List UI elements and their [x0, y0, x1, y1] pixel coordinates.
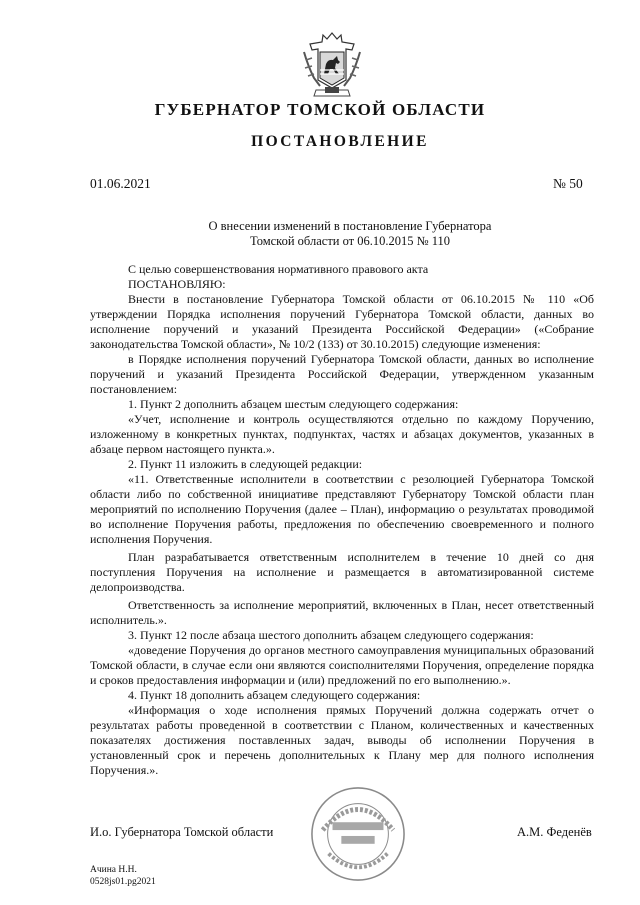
executor-name: Ачина Н.Н. — [90, 865, 137, 875]
signer-position: И.о. Губернатора Томской области — [90, 825, 274, 839]
paragraph: Ответственность за исполнение мероприятий, включенных в План, несет ответственный исполнитель.». — [90, 598, 594, 627]
executor-file: 0528js01.pg2021 — [90, 877, 156, 887]
paragraph: «Учет, исполнение и контроль осуществляются отдельно по каждому Поручению, изложенному в конкретных пунктах, подпунктах, частях и абзацах документов, указанных в абзаце первом настоящего пункта.». — [90, 412, 594, 456]
executor-info — [90, 864, 156, 888]
paragraph: «доведение Поручения до органов местного самоуправления муниципальных образований Томской области, в случае если они являются соисполнителями Поручения, определение порядка и сроков предоставления информации и (или) предложений по его выполнению.». — [90, 643, 594, 687]
document-type: ПОСТАНОВЛЕНИЕ — [251, 133, 429, 150]
paragraph: ПОСТАНОВЛЯЮ: — [128, 277, 226, 291]
paragraph: Внести в постановление Губернатора Томской области от 06.10.2015 № 110 «Об утверждении Порядка исполнения поручений Губернатора Томской области, данных во исполнение поручений и указаний Президента Российской Федерации» («Собрание законодательства Томской области», № 10/2 (133) от 30.10.2015) следующие изменения: — [90, 292, 594, 351]
subject-line: О внесении изменений в постановление Губернатора — [208, 219, 492, 233]
paragraph: 2. Пункт 11 изложить в следующей редакции: — [128, 457, 363, 471]
paragraph: 1. Пункт 2 дополнить абзацем шестым следующего содержания: — [128, 397, 459, 411]
paragraph: План разрабатывается ответственным исполнителем в течение 10 дней со дня поступления Поручения на исполнение и размещается в автоматизированной системе делопроизводства. — [90, 550, 594, 594]
paragraph: 3. Пункт 12 после абзаца шестого дополнить абзацем следующего содержания: — [128, 628, 534, 642]
document-body — [90, 262, 594, 778]
paragraph: «Информация о ходе исполнения прямых Поручений должна содержать отчет о результатах работы проведенной в соответствии с Планом, количественных и качественных показателях достижения поставленных задач, выводы об исполнении Поручения в установленный срок и перечень дополнительных к Плану мер для полного исполнения Поручения.». — [90, 703, 594, 777]
paragraph: С целью совершенствования нормативного правового акта — [128, 262, 429, 276]
coat-of-arms-icon — [302, 30, 362, 98]
document-subject — [160, 219, 540, 249]
document-number: № 50 — [553, 176, 583, 191]
paragraph: в Порядке исполнения поручений Губернатора Томской области, данных во исполнение поручений и указаний Президента Российской Федерации, утвержденном указанным постановлением: — [90, 352, 594, 396]
paragraph: 4. Пункт 18 дополнить абзацем следующего содержания: — [128, 688, 421, 702]
signer-name: А.М. Феденёв — [517, 825, 592, 839]
document-date: 01.06.2021 — [90, 176, 151, 191]
paragraph: «11. Ответственные исполнители в соответствии с резолюцией Губернатора Томской области либо по собственной инициативе представляют Губернатору Томской области план мероприятий по исполнению Поручения (далее – План), информацию о результатах проводимой во исполнение Поручения работы, предложения по обеспечению своевременного и полного исполнения Поручения. — [90, 472, 594, 546]
issuer-title: ГУБЕРНАТОР ТОМСКОЙ ОБЛАСТИ — [154, 100, 486, 119]
subject-line: Томской области от 06.10.2015 № 110 — [250, 234, 450, 248]
official-stamp-icon — [309, 785, 407, 883]
